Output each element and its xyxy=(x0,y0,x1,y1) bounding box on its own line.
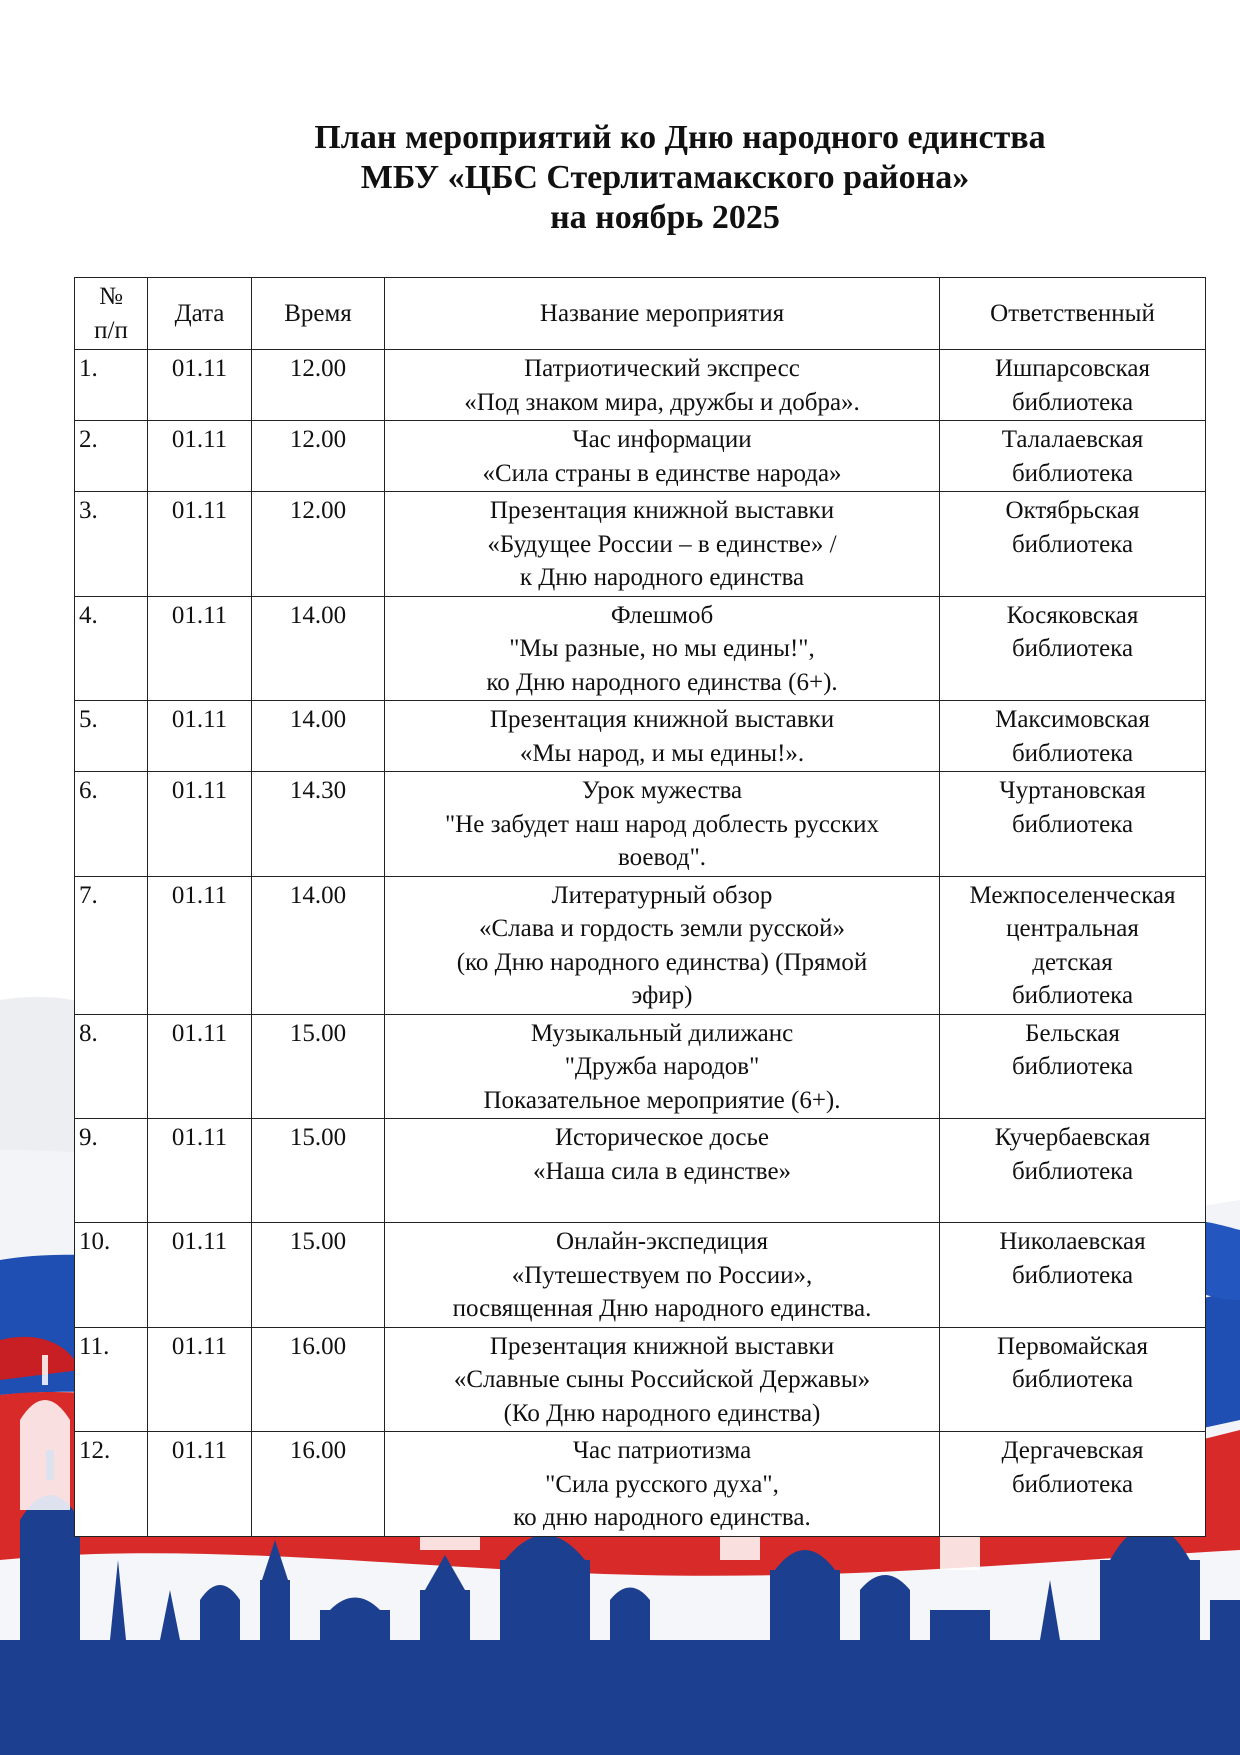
title-line-period: на ноябрь 2025 xyxy=(550,199,780,236)
row-time: 12.00 xyxy=(252,492,385,597)
row-date: 01.11 xyxy=(148,1432,252,1537)
responsible-line: Косяковская xyxy=(1006,601,1139,629)
row-number: 10. xyxy=(75,1223,148,1328)
responsible-line: Октябрьская xyxy=(1005,497,1140,524)
event-name-line: ко Дню народного единства (6+). xyxy=(486,668,838,696)
event-name-line: Литературный обзор xyxy=(551,881,773,909)
event-name-line: ко дню народного единства. xyxy=(513,1504,811,1531)
row-time: 12.00 xyxy=(252,421,385,492)
table-body xyxy=(75,350,1206,1537)
row-number: 11. xyxy=(75,1327,148,1432)
table-row xyxy=(75,1119,1206,1223)
events-table xyxy=(74,277,1206,1537)
header-name: Название мероприятия xyxy=(385,278,940,350)
row-number: 7. xyxy=(75,876,148,1014)
responsible-line: Первомайская xyxy=(997,1332,1148,1360)
row-number: 6. xyxy=(75,772,148,877)
event-name-line: «Наша сила в единстве» xyxy=(532,1157,792,1185)
row-date: 01.11 xyxy=(148,1119,252,1223)
row-number: 9. xyxy=(75,1119,148,1223)
responsible-line: Кучербаевская xyxy=(994,1124,1151,1151)
responsible-line: библиотека xyxy=(1011,388,1134,416)
responsible-line: библиотека xyxy=(1011,739,1134,767)
row-date: 01.11 xyxy=(148,421,252,492)
event-name-line: посвященная Дню народного единства. xyxy=(452,1295,872,1322)
row-event-name xyxy=(385,1223,940,1328)
table-row xyxy=(75,1014,1206,1119)
responsible-line: библиотека xyxy=(1011,459,1134,487)
table-header-row xyxy=(75,278,1206,350)
responsible-line: детская xyxy=(1032,948,1113,976)
event-name-line: «Сила страны в единстве народа» xyxy=(482,459,842,487)
row-number: 4. xyxy=(75,596,148,701)
row-date: 01.11 xyxy=(148,1014,252,1119)
event-name-line: к Дню народного единства xyxy=(519,564,805,591)
row-number: 3. xyxy=(75,492,148,597)
row-responsible xyxy=(940,1432,1206,1537)
event-name-line: «Мы народ, и мы едины!». xyxy=(519,739,805,767)
responsible-line: библиотека xyxy=(1011,1157,1134,1185)
responsible-line: Николаевская xyxy=(999,1228,1146,1255)
row-event-name xyxy=(385,772,940,877)
event-name-line: "Не забудет наш народ доблесть русских xyxy=(444,810,880,838)
responsible-line: библиотека xyxy=(1011,1470,1134,1498)
event-name-line: Показательное мероприятие (6+). xyxy=(483,1086,841,1114)
header-num-line2: п/п xyxy=(94,316,128,344)
title-line-plan: План мероприятий ко Дню народного единства xyxy=(314,119,1046,156)
event-name-line: Историческое досье xyxy=(555,1124,769,1151)
event-name-line: Презентация книжной выставки xyxy=(489,1332,835,1360)
event-name-line: Патриотический экспресс xyxy=(524,355,800,382)
row-date: 01.11 xyxy=(148,772,252,877)
event-name-line: Урок мужества xyxy=(581,777,743,804)
row-date: 01.11 xyxy=(148,596,252,701)
event-name-line: «Славные сыны Российской Державы» xyxy=(453,1366,871,1393)
row-responsible xyxy=(940,596,1206,701)
event-name-line: «Путешествуем по России», xyxy=(511,1261,813,1289)
header-responsible: Ответственный xyxy=(940,278,1206,350)
row-number: 12. xyxy=(75,1432,148,1537)
event-name-line: «Под знаком мира, дружбы и добра». xyxy=(464,388,860,416)
responsible-line: библиотека xyxy=(1011,982,1134,1009)
row-time: 15.00 xyxy=(252,1223,385,1328)
row-event-name xyxy=(385,1327,940,1432)
event-name-line: Час информации xyxy=(572,426,752,453)
row-time: 15.00 xyxy=(252,1119,385,1223)
row-responsible xyxy=(940,701,1206,772)
event-name-line: Флешмоб xyxy=(610,601,714,629)
responsible-line: библиотека xyxy=(1011,1053,1134,1080)
row-number: 5. xyxy=(75,701,148,772)
row-responsible xyxy=(940,492,1206,597)
row-date: 01.11 xyxy=(148,1223,252,1328)
row-responsible xyxy=(940,1014,1206,1119)
row-responsible xyxy=(940,876,1206,1014)
row-time: 15.00 xyxy=(252,1014,385,1119)
event-name-line: воевод". xyxy=(617,844,707,871)
row-responsible xyxy=(940,1327,1206,1432)
responsible-line: библиотека xyxy=(1011,530,1134,558)
table-row xyxy=(75,1223,1206,1328)
row-responsible xyxy=(940,1119,1206,1223)
table-row xyxy=(75,876,1206,1014)
row-event-name xyxy=(385,876,940,1014)
event-name-line: "Дружба народов" xyxy=(564,1053,760,1080)
title-line-organization: МБУ «ЦБС Стерлитамакского района» xyxy=(360,159,970,196)
row-time: 16.00 xyxy=(252,1432,385,1537)
responsible-line: Максимовская xyxy=(995,706,1150,733)
header-num xyxy=(75,278,148,350)
table-row xyxy=(75,596,1206,701)
responsible-line: Бельская xyxy=(1025,1019,1120,1047)
header-time: Время xyxy=(252,278,385,350)
row-event-name xyxy=(385,1014,940,1119)
event-name-line: эфир) xyxy=(631,982,693,1009)
event-name-line: Час патриотизма xyxy=(572,1437,752,1464)
row-date: 01.11 xyxy=(148,1327,252,1432)
row-responsible xyxy=(940,421,1206,492)
event-name-line: Онлайн-экспедиция xyxy=(556,1228,768,1255)
responsible-line: центральная xyxy=(1006,915,1139,942)
event-name-line: "Сила русского духа", xyxy=(545,1470,779,1498)
responsible-line: Межпоселенческая xyxy=(969,881,1176,909)
event-name-line: «Будущее России – в единстве» / xyxy=(487,530,837,558)
row-event-name xyxy=(385,492,940,597)
row-time: 14.00 xyxy=(252,876,385,1014)
row-date: 01.11 xyxy=(148,350,252,421)
row-responsible xyxy=(940,350,1206,421)
row-number: 8. xyxy=(75,1014,148,1119)
event-name-line: Презентация книжной выставки xyxy=(489,706,835,733)
row-number: 1. xyxy=(75,350,148,421)
table-row xyxy=(75,492,1206,597)
event-name-line: «Слава и гордость земли русской» xyxy=(478,915,846,942)
event-name-line: (Ко Дню народного единства) xyxy=(503,1399,821,1427)
event-name-line: Музыкальный дилижанс xyxy=(530,1019,794,1047)
table-row xyxy=(75,1327,1206,1432)
row-date: 01.11 xyxy=(148,701,252,772)
event-name-line: (ко Дню народного единства) (Прямой xyxy=(456,948,868,976)
event-name-line: Презентация книжной выставки xyxy=(489,497,835,524)
responsible-line: Дергачевская xyxy=(1001,1437,1144,1464)
responsible-line: Чуртановская xyxy=(999,777,1146,804)
row-event-name xyxy=(385,701,940,772)
responsible-line: библиотека xyxy=(1011,810,1134,838)
table-row xyxy=(75,350,1206,421)
header-num-line1: № xyxy=(99,283,123,310)
responsible-line: Ишпарсовская xyxy=(995,355,1150,382)
responsible-line: библиотека xyxy=(1011,1366,1134,1393)
responsible-line: Талалаевская xyxy=(1001,426,1144,453)
event-name-line: "Мы разные, но мы едины!", xyxy=(509,635,815,662)
row-time: 12.00 xyxy=(252,350,385,421)
row-responsible xyxy=(940,772,1206,877)
document-title xyxy=(0,118,1240,238)
row-date: 01.11 xyxy=(148,492,252,597)
row-event-name xyxy=(385,421,940,492)
table-row xyxy=(75,1432,1206,1537)
table-row xyxy=(75,701,1206,772)
responsible-line: библиотека xyxy=(1011,635,1134,662)
responsible-line: библиотека xyxy=(1011,1261,1134,1289)
header-date: Дата xyxy=(148,278,252,350)
row-responsible xyxy=(940,1223,1206,1328)
row-event-name xyxy=(385,350,940,421)
row-event-name xyxy=(385,596,940,701)
row-number: 2. xyxy=(75,421,148,492)
table-row xyxy=(75,772,1206,877)
row-time: 14.00 xyxy=(252,596,385,701)
row-time: 16.00 xyxy=(252,1327,385,1432)
row-event-name xyxy=(385,1432,940,1537)
row-time: 14.30 xyxy=(252,772,385,877)
row-date: 01.11 xyxy=(148,876,252,1014)
row-time: 14.00 xyxy=(252,701,385,772)
row-event-name xyxy=(385,1119,940,1223)
table-row xyxy=(75,421,1206,492)
